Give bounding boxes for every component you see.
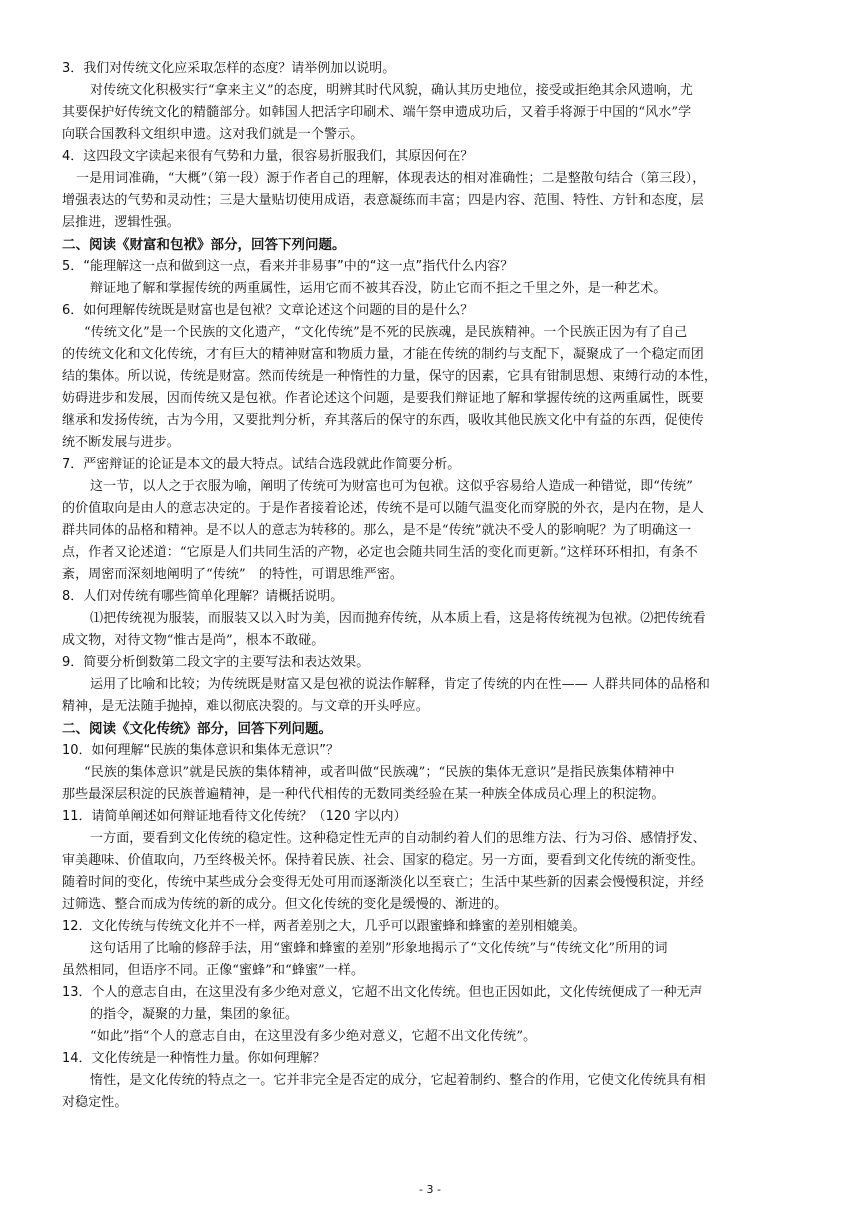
answer-line: 过筛选、整合而成为传统的新的成分。但文化传统的变化是缓慢的、渐进的。 — [62, 897, 508, 912]
question-line: 14．文化传统是一种惰性力量。你如何理解？ — [62, 1051, 326, 1066]
answer-line: 增强表达的气势和灵动性；三是大量贴切使用成语，表意凝练而丰富；四是内容、范围、特性、方针和态度，层 — [62, 193, 704, 208]
question-line: 11．请简单阐述如何辩证地看待文化传统？（120 字以内） — [62, 809, 407, 824]
answer-line: 运用了比喻和比较；为传统既是财富又是包袱的说法作解释，肯定了传统的内在性—— 人群共同体的品格和 — [90, 677, 710, 692]
answer-line: 辩证地了解和掌握传统的两重属性，运用它而不被其吞没，防止它而不拒之千里之外，是一种艺术。 — [90, 281, 667, 296]
answer-line: 成文物，对待文物“惟古是尚”，根本不敢碰。 — [62, 633, 325, 648]
answer-line: 向联合国教科文组织申遗。这对我们就是一个警示。 — [62, 127, 364, 142]
document-body — [62, 58, 802, 1114]
answer-line: 精神，是无法随手抛掉，难以彻底决裂的。与文章的开头呼应。 — [62, 699, 429, 714]
answer-line: 紊，周密而深刻地阐明了“传统” 的特性，可谓思维严密。 — [62, 567, 403, 582]
page-number: - 3 - — [419, 1183, 441, 1196]
answer-line: 层推进，逻辑性强。 — [62, 215, 180, 230]
answer-line: 妨碍进步和发展，因而传统又是包袱。作者论述这个问题，是要我们辩证地了解和掌握传统的这两重属性，既要 — [62, 391, 704, 406]
question-line: 3．我们对传统文化应采取怎样的态度？请举例加以说明。 — [62, 61, 396, 76]
answer-line: 一方面，要看到文化传统的稳定性。这种稳定性无声的自动制约着人们的思维方法、行为习俗、感情抒发、 — [90, 831, 706, 846]
answer-line: 结的集体。所以说，传统是财富。然而传统是一种惰性的力量，保守的因素，它具有钳制思想、束缚行动的本性， — [62, 369, 718, 384]
question-line: 10．如何理解“民族的集体意识和集体无意识”？ — [62, 743, 340, 758]
question-line: 的指令，凝聚的力量，集团的象征。 — [90, 1007, 299, 1022]
section-heading: 二、阅读《文化传统》部分，回答下列问题。 — [62, 721, 332, 737]
question-line: 8．人们对传统有哪些简单化理解？请概括说明。 — [62, 589, 344, 604]
answer-line: 点，作者又论述道：“它原是人们共同生活的产物，必定也会随共同生活的变化而更新。”这样环环相扣，有条不 — [62, 545, 698, 560]
question-line: 7．严密辩证的论证是本文的最大特点。试结合选段就此作简要分析。 — [62, 457, 461, 472]
answer-line: 其要保护好传统文化的精髓部分。如韩国人把活字印刷术、端午祭申遗成功后，又着手将源于中国的“风水”学 — [62, 105, 692, 120]
answer-line: 惰性，是文化传统的特点之一。它并非完全是否定的成分，它起着制约、整合的作用，它使文化传统具有相 — [90, 1073, 706, 1088]
answer-line: ⑴把传统视为服装，而服装又以入时为美，因而抛弃传统，从本质上看，这是将传统视为包袱。⑵把传统看 — [90, 611, 706, 626]
answer-line: 这句话用了比喻的修辞手法，用“蜜蜂和蜂蜜的差别”形象地揭示了“文化传统”与“传统文化”所用的词 — [90, 941, 668, 956]
answer-line: 对稳定性。 — [62, 1095, 128, 1110]
answer-line: 一是用词准确，“大概”（第一段）源于作者自己的理解，体现表达的相对准确性；二是整散句结合（第三段）， — [76, 171, 706, 186]
question-line: 6．如何理解传统既是财富也是包袱？文章论述这个问题的目的是什么？ — [62, 303, 474, 318]
question-line: 13．个人的意志自由，在这里没有多少绝对意义，它超不出文化传统。但也正因如此，文化传统便成了一种无声 — [62, 985, 703, 1000]
answer-line: 的价值取向是由人的意志决定的。于是作者接着论述，传统不是可以随气温变化而穿脱的外衣，是内在物，是人 — [62, 501, 704, 516]
answer-line: 的传统文化和文化传统，才有巨大的精神财富和物质力量，才能在传统的制约与支配下，凝聚成了一个稳定而团 — [62, 347, 704, 362]
answer-line: “如此”指“个人的意志自由，在这里没有多少绝对意义，它超不出文化传统”。 — [90, 1029, 537, 1044]
question-line: 5．“能理解这一点和做到这一点，看来并非易事”中的“这一点”指代什么内容？ — [62, 259, 514, 274]
question-line: 4．这四段文字读起来很有气势和力量，很容易折服我们，其原因何在？ — [62, 149, 474, 164]
answer-line: 对传统文化积极实行“拿来主义”的态度，明辨其时代风貌，确认其历史地位，接受或拒绝其余风遗响，尤 — [90, 83, 693, 98]
answer-line: 那些最深层积淀的民族普遍精神，是一种代代相传的无数同类经验在某一种族全体成员心理上的积淀物。 — [62, 787, 665, 802]
answer-line: 虽然相同，但语序不同。正像“蜜蜂”和“蜂蜜”一样。 — [62, 963, 365, 978]
question-line: 12．文化传统与传统文化并不一样，两者差别之大，几乎可以跟蜜蜂和蜂蜜的差别相媲美。 — [62, 919, 586, 934]
answer-line: “传统文化”是一个民族的文化遗产，“文化传统”是不死的民族魂，是民族精神。一个民族正因为有了自己 — [84, 325, 688, 340]
answer-line: 统不断发展与进步。 — [62, 435, 180, 450]
answer-line: 随着时间的变化，传统中某些成分会变得无处可用而逐渐淡化以至衰亡；生活中某些新的因素会慢慢积淀，并经 — [62, 875, 704, 890]
answer-line: 这一节，以人之于衣服为喻，阐明了传统可为财富也可为包袱。这似乎容易给人造成一种错觉，即“传统” — [90, 479, 693, 494]
answer-line: 继承和发扬传统，古为今用，又要批判分析，弃其落后的保守的东西，吸收其他民族文化中有益的东西，促使传 — [62, 413, 704, 428]
answer-line: 审美趣味、价值取向，乃至终极关怀。保持着民族、社会、国家的稳定。另一方面，要看到文化传统的渐变性。 — [62, 853, 704, 868]
answer-line: 群共同体的品格和精神。是不以人的意志为转移的。那么，是不是“传统”就决不受人的影响呢？为了明确这一 — [62, 523, 692, 538]
answer-line: “民族的集体意识”就是民族的集体精神，或者叫做“民族魂”；“民族的集体无意识”是指民族集体精神中 — [84, 765, 675, 780]
section-heading: 二、阅读《财富和包袱》部分，回答下列问题。 — [62, 237, 346, 253]
question-line: 9．简要分析倒数第二段文字的主要写法和表达效果。 — [62, 655, 370, 670]
